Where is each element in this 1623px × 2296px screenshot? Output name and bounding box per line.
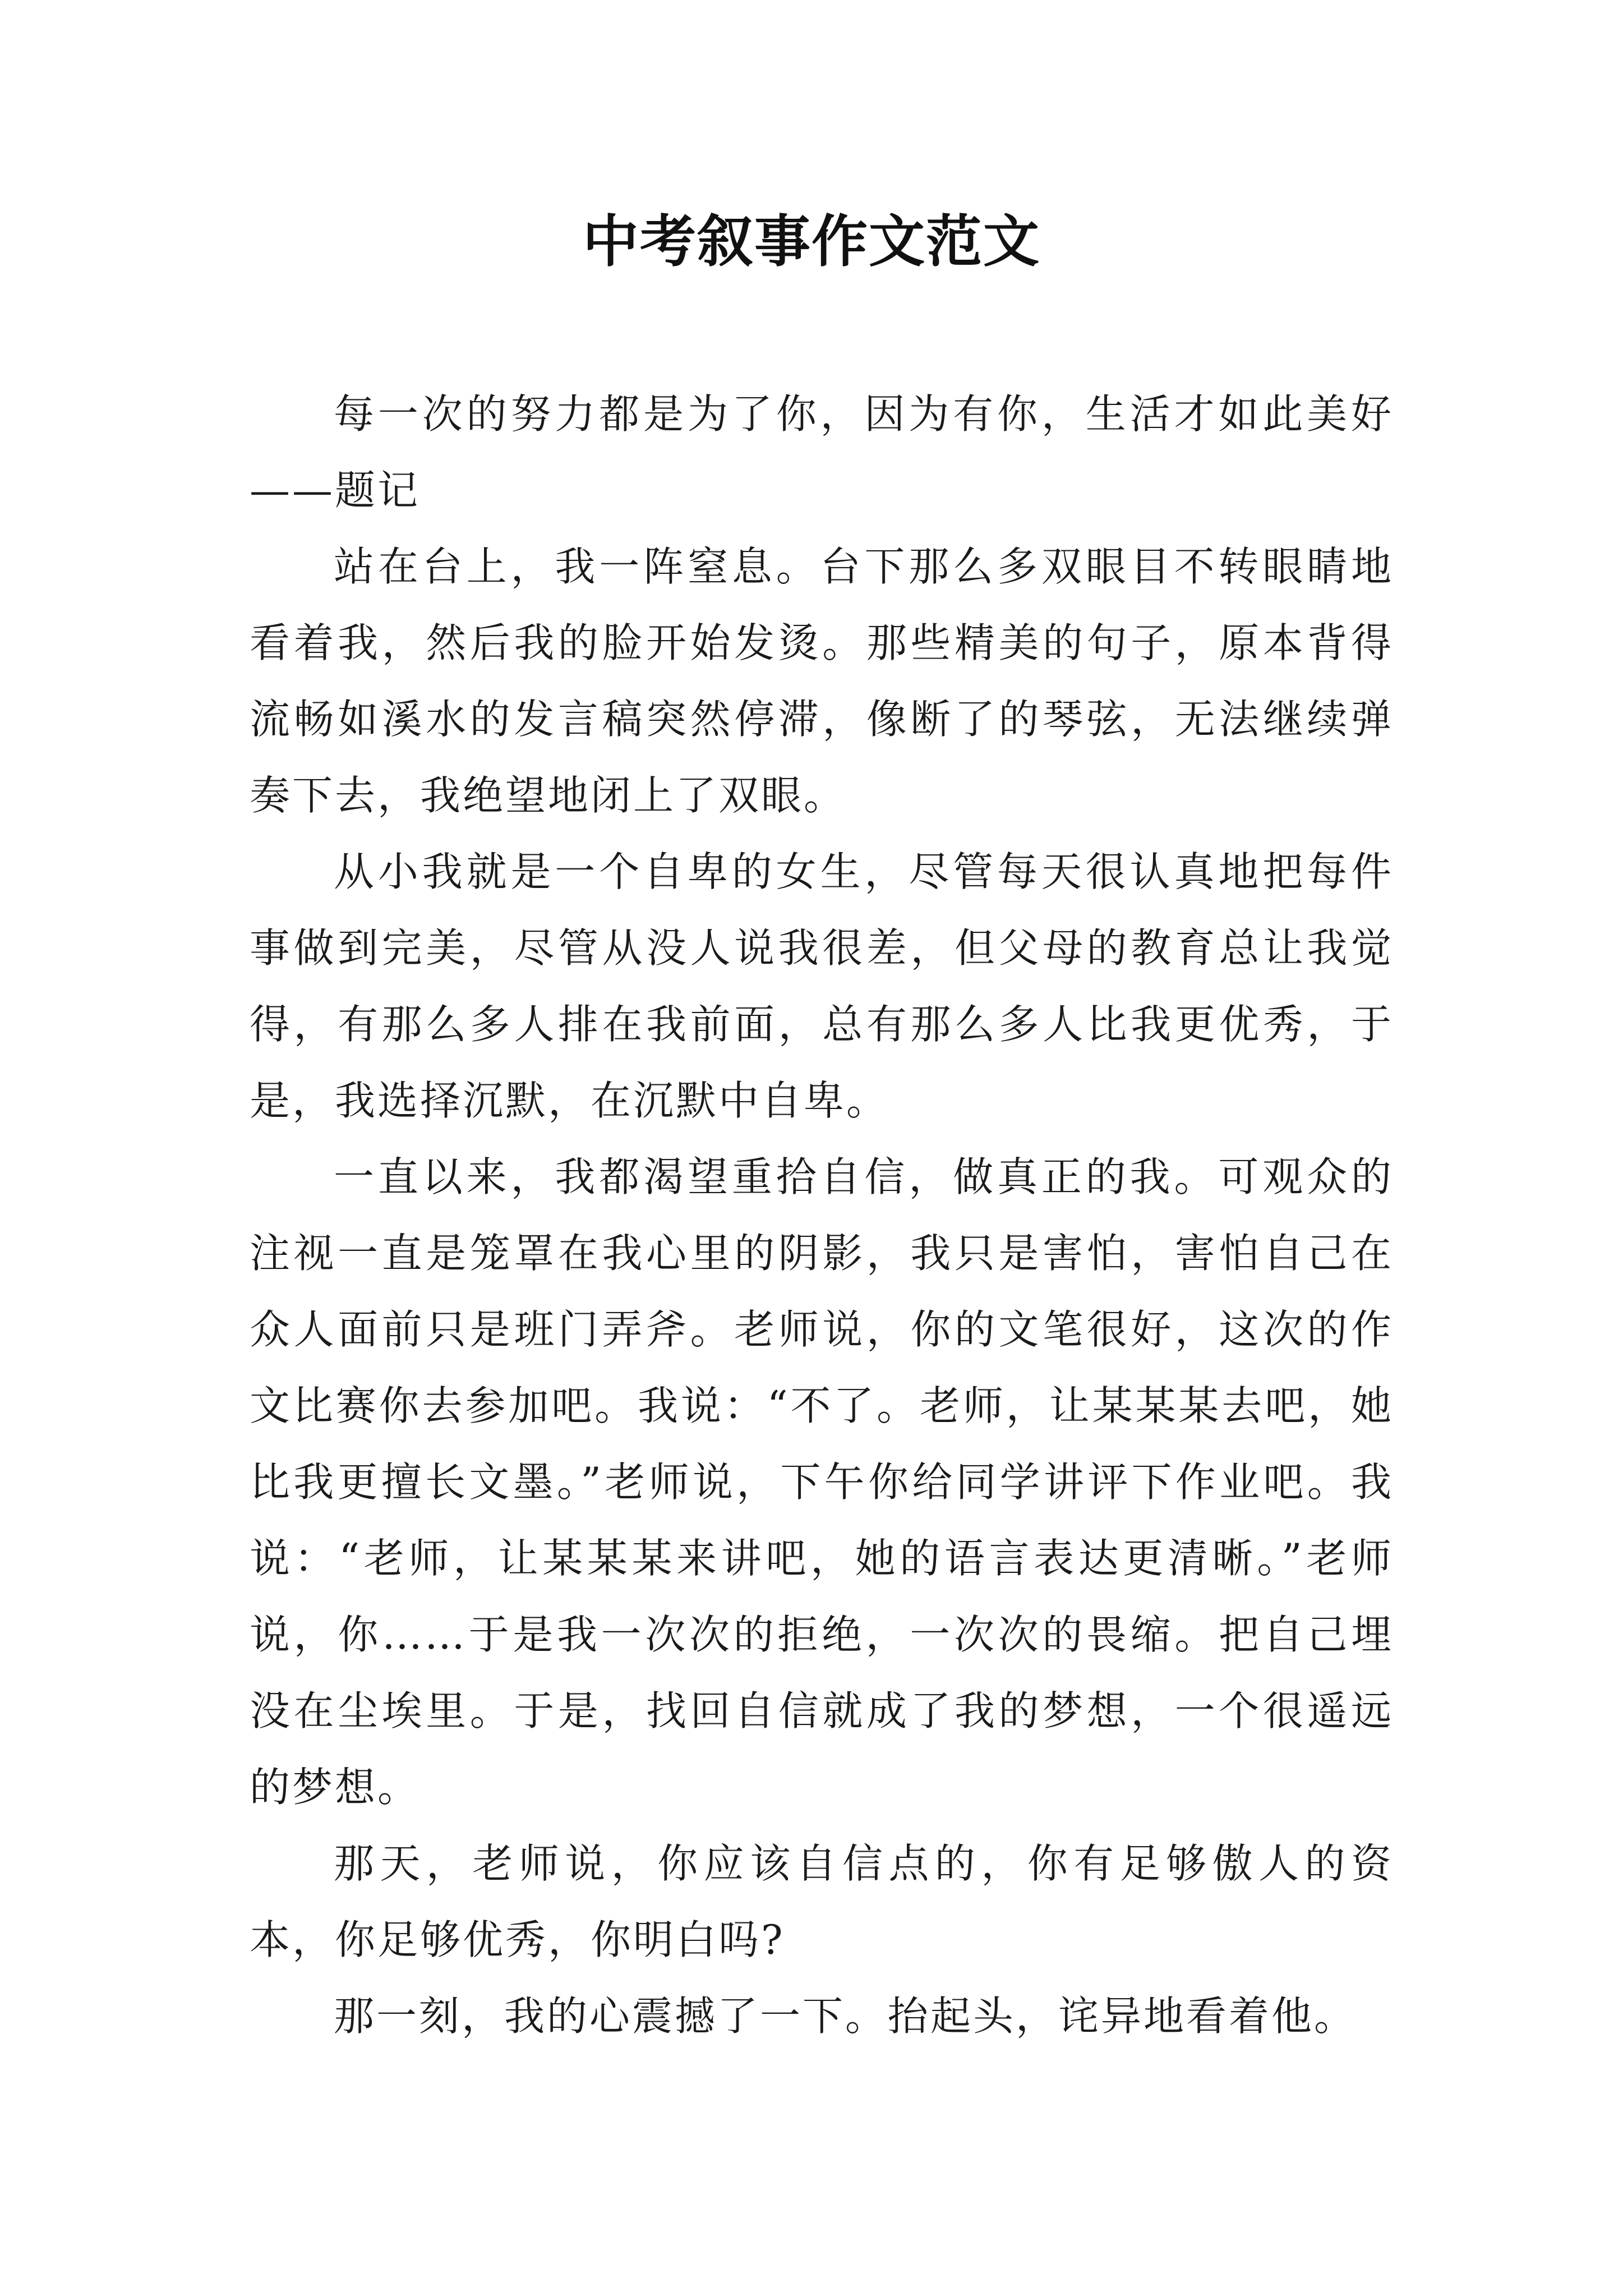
document-body: [250, 376, 1394, 2054]
paragraph-2: 从小我就是一个自卑的女生，尽管每天很认真地把每件事做到完美，尽管从没人说我很差，但父母的教育总让我觉得，有那么多人排在我前面，总有那么多人比我更优秀，于是，我选择沉默，在沉默中自卑。: [250, 848, 1394, 1124]
document-title: 中考叙事作文范文: [583, 208, 1040, 274]
paragraph-1: 站在台上，我一阵窒息。台下那么多双眼目不转眼睛地看着我，然后我的脸开始发烫。那些精美的句子，原本背得流畅如溪水的发言稿突然停滞，像断了的琴弦，无法继续弹奏下去，我绝望地闭上了双眼。: [250, 543, 1394, 819]
paragraph-4: 那天，老师说，你应该自信点的，你有足够傲人的资本，你足够优秀，你明白吗?: [250, 1840, 1394, 1963]
paragraph-3: 一直以来，我都渴望重拾自信，做真正的我。可观众的注视一直是笼罩在我心里的阴影，我只是害怕，害怕自己在众人面前只是班门弄斧。老师说，你的文笔很好，这次的作文比赛你去参加吧。我说：“不了。老师，让某某某去吧，她比我更擅长文墨。”老师说，下午你给同学讲评下作业吧。我说：“老师，让某某某来讲吧，她的语言表达更清晰。”老师说，你……于是我一次次的拒绝，一次次的畏缩。把自己埋没在尘埃里。于是，找回自信就成了我的梦想，一个很遥远的梦想。: [250, 1153, 1394, 1811]
paragraph-epigraph: 每一次的努力都是为了你，因为有你，生活才如此美好——题记: [250, 390, 1394, 514]
paragraph-5: 那一刻，我的心震撼了一下。抬起头，诧异地看着他。: [334, 1993, 1357, 2040]
